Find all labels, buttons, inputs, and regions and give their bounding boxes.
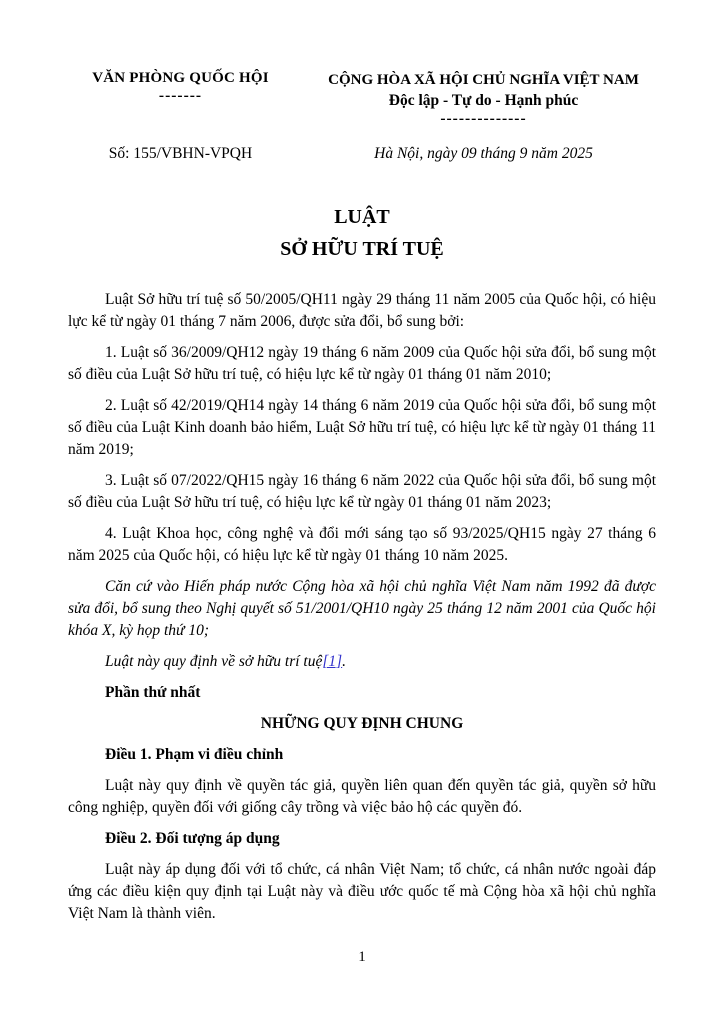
amendment-paragraph-4: 4. Luật Khoa học, công nghệ và đổi mới sáng tạo số 93/2025/QH15 ngày 27 tháng 6 năm 2025 của Quốc hội, có hiệu lực kể từ ngày 01 tháng 10 năm 2025. <box>68 524 656 564</box>
scope-paragraph <box>68 651 656 673</box>
amendment-paragraph-1: 1. Luật số 36/2009/QH12 ngày 19 tháng 6 năm 2009 của Quốc hội sửa đổi, bổ sung một số điều của Luật Sở hữu trí tuệ, có hiệu lực kể từ ngày 01 tháng 01 năm 2010; <box>68 343 656 383</box>
place-and-date: Hà Nội, ngày 09 tháng 9 năm 2025 <box>374 144 593 162</box>
chapter-heading: NHỮNG QUY ĐỊNH CHUNG <box>260 714 464 732</box>
article-1-heading: Điều 1. Phạm vi điều chỉnh <box>105 745 284 763</box>
document-title <box>68 201 656 265</box>
motto-divider: -------------- <box>440 110 527 127</box>
amendment-paragraph-3: 3. Luật số 07/2022/QH15 ngày 16 tháng 6 năm 2022 của Quốc hội sửa đổi, bổ sung một số điều của Luật Sở hữu trí tuệ, có hiệu lực kể từ ngày 01 tháng 01 năm 2023; <box>68 471 656 511</box>
country-name: CỘNG HÒA XÃ HỘI CHỦ NGHĨA VIỆT NAM <box>328 72 639 88</box>
scope-text: Luật này quy định về sở hữu trí tuệ <box>105 652 323 670</box>
header-left-column <box>68 70 293 104</box>
document-title-line1: LUẬT <box>334 205 390 228</box>
document-body <box>68 289 656 925</box>
part-heading: Phần thứ nhất <box>105 683 201 701</box>
issuing-org-name: VĂN PHÒNG QUỐC HỘI <box>92 70 269 86</box>
document-number: Số: 155/VBHN-VPQH <box>108 144 253 162</box>
amendment-paragraph-2: 2. Luật số 42/2019/QH14 ngày 14 tháng 6 năm 2019 của Quốc hội sửa đổi, bổ sung một số điều của Luật Kinh doanh bảo hiểm, Luật Sở hữu trí tuệ, có hiệu lực kể từ ngày 01 tháng 11 năm 2019; <box>68 396 656 458</box>
article-1-text: Luật này quy định về quyền tác giả, quyền liên quan đến quyền tác giả, quyền sở hữu công nghiệp, quyền đối với giống cây trồng và việc bảo hộ các quyền đó. <box>68 776 656 816</box>
article-2-heading: Điều 2. Đối tượng áp dụng <box>105 829 280 847</box>
document-header <box>68 70 656 127</box>
org-divider: ------- <box>158 87 203 104</box>
document-title-line2: SỞ HỮU TRÍ TUỆ <box>280 237 444 260</box>
article-2-text: Luật này áp dụng đối với tổ chức, cá nhân Việt Nam; tổ chức, cá nhân nước ngoài đáp ứng các điều kiện quy định tại Luật này và điều ước quốc tế mà Cộng hòa xã hội chủ nghĩa Việt Nam là thành viên. <box>68 860 656 922</box>
intro-paragraph: Luật Sở hữu trí tuệ số 50/2005/QH11 ngày 29 tháng 11 năm 2005 của Quốc hội, có hiệu lực kể từ ngày 01 tháng 7 năm 2006, được sửa đổi, bổ sung bởi: <box>68 290 656 330</box>
footnote-1-link[interactable]: [1] <box>322 652 343 670</box>
preamble-paragraph: Căn cứ vào Hiến pháp nước Cộng hòa xã hội chủ nghĩa Việt Nam năm 1992 đã được sửa đổi, bổ sung theo Nghị quyết số 51/2001/QH10 ngày 25 tháng 12 năm 2001 của Quốc hội khóa X, kỳ họp thứ 10; <box>68 577 656 639</box>
document-meta-row <box>68 145 656 163</box>
scope-period: . <box>342 652 347 670</box>
header-right-column <box>311 70 656 127</box>
page-number: 1 <box>358 949 366 965</box>
national-motto: Độc lập - Tự do - Hạnh phúc <box>388 92 579 109</box>
